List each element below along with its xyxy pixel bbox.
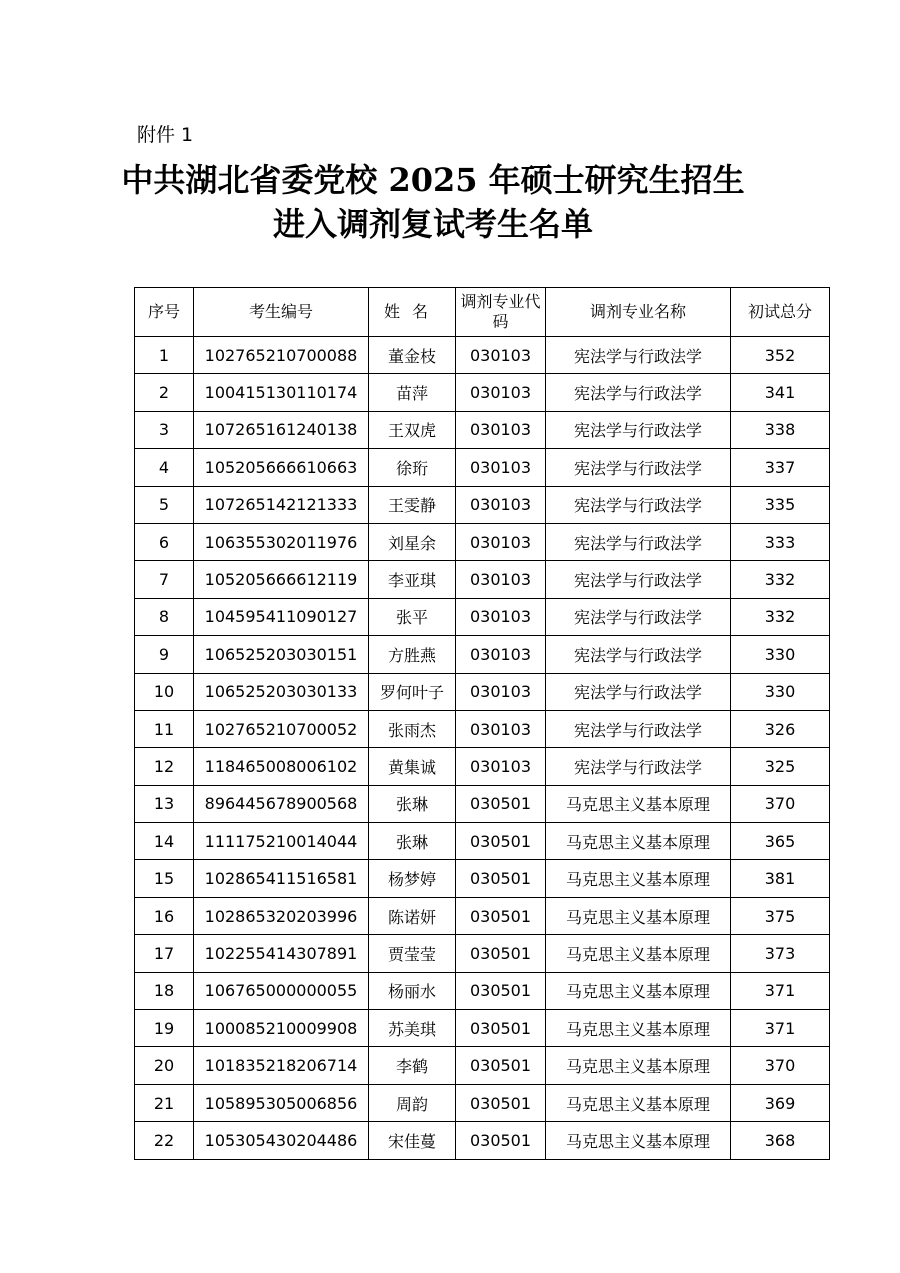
- cell-major-code: 030103: [456, 374, 546, 411]
- table-row: [135, 1084, 830, 1121]
- cell-name: 周韵: [369, 1084, 456, 1121]
- cell-seq: 14: [135, 823, 194, 860]
- cell-name: 黄集诚: [369, 748, 456, 785]
- cell-major-code: 030103: [456, 748, 546, 785]
- cell-name: 杨梦婷: [369, 860, 456, 897]
- cell-major-code: 030103: [456, 337, 546, 374]
- cell-major-code: 030103: [456, 523, 546, 560]
- cell-major-name: 马克思主义基本原理: [546, 935, 731, 972]
- cell-major-code: 030103: [456, 449, 546, 486]
- header-name: 姓名: [369, 288, 456, 337]
- cell-score: 337: [731, 449, 830, 486]
- table-row: [135, 486, 830, 523]
- cell-name: 贾莹莹: [369, 935, 456, 972]
- cell-name: 张琳: [369, 823, 456, 860]
- table-row: [135, 748, 830, 785]
- cell-name: 方胜燕: [369, 636, 456, 673]
- table-row: [135, 860, 830, 897]
- cell-name: 王双虎: [369, 411, 456, 448]
- cell-seq: 10: [135, 673, 194, 710]
- cell-score: 330: [731, 673, 830, 710]
- cell-seq: 1: [135, 337, 194, 374]
- table-row: [135, 935, 830, 972]
- cell-candidate-id: 101835218206714: [194, 1047, 369, 1084]
- cell-score: 369: [731, 1084, 830, 1121]
- cell-score: 330: [731, 636, 830, 673]
- cell-candidate-id: 106525203030151: [194, 636, 369, 673]
- cell-major-code: 030103: [456, 636, 546, 673]
- cell-name: 苗萍: [369, 374, 456, 411]
- cell-name: 陈诺妍: [369, 897, 456, 934]
- cell-name: 杨丽水: [369, 972, 456, 1009]
- header-score: 初试总分: [731, 288, 830, 337]
- cell-score: 371: [731, 972, 830, 1009]
- cell-seq: 16: [135, 897, 194, 934]
- cell-candidate-id: 102865320203996: [194, 897, 369, 934]
- cell-major-name: 宪法学与行政法学: [546, 449, 731, 486]
- cell-seq: 17: [135, 935, 194, 972]
- cell-major-code: 030501: [456, 1122, 546, 1159]
- table-header-row: [135, 288, 830, 337]
- cell-score: 325: [731, 748, 830, 785]
- cell-candidate-id: 111175210014044: [194, 823, 369, 860]
- cell-major-name: 马克思主义基本原理: [546, 1047, 731, 1084]
- cell-name: 张雨杰: [369, 710, 456, 747]
- cell-candidate-id: 104595411090127: [194, 598, 369, 635]
- cell-name: 徐珩: [369, 449, 456, 486]
- cell-score: 365: [731, 823, 830, 860]
- cell-name: 李亚琪: [369, 561, 456, 598]
- cell-score: 373: [731, 935, 830, 972]
- cell-major-name: 宪法学与行政法学: [546, 748, 731, 785]
- candidate-table: [134, 287, 830, 1160]
- cell-major-name: 马克思主义基本原理: [546, 972, 731, 1009]
- cell-score: 332: [731, 561, 830, 598]
- cell-major-code: 030501: [456, 823, 546, 860]
- cell-candidate-id: 105305430204486: [194, 1122, 369, 1159]
- table-row: [135, 785, 830, 822]
- cell-candidate-id: 118465008006102: [194, 748, 369, 785]
- cell-score: 335: [731, 486, 830, 523]
- cell-seq: 4: [135, 449, 194, 486]
- cell-major-name: 马克思主义基本原理: [546, 897, 731, 934]
- cell-major-code: 030501: [456, 860, 546, 897]
- cell-name: 张平: [369, 598, 456, 635]
- cell-major-name: 宪法学与行政法学: [546, 636, 731, 673]
- cell-seq: 21: [135, 1084, 194, 1121]
- cell-seq: 22: [135, 1122, 194, 1159]
- table-row: [135, 523, 830, 560]
- cell-major-code: 030501: [456, 935, 546, 972]
- header-seq: 序号: [135, 288, 194, 337]
- cell-seq: 2: [135, 374, 194, 411]
- cell-seq: 13: [135, 785, 194, 822]
- table-row: [135, 561, 830, 598]
- cell-candidate-id: 106765000000055: [194, 972, 369, 1009]
- cell-candidate-id: 106355302011976: [194, 523, 369, 560]
- cell-score: 326: [731, 710, 830, 747]
- cell-name: 苏美琪: [369, 1010, 456, 1047]
- cell-major-code: 030501: [456, 1010, 546, 1047]
- cell-candidate-id: 105205666610663: [194, 449, 369, 486]
- cell-major-name: 宪法学与行政法学: [546, 598, 731, 635]
- table-row: [135, 337, 830, 374]
- cell-seq: 7: [135, 561, 194, 598]
- cell-name: 罗何叶子: [369, 673, 456, 710]
- table-row: [135, 374, 830, 411]
- cell-score: 341: [731, 374, 830, 411]
- cell-score: 371: [731, 1010, 830, 1047]
- cell-seq: 20: [135, 1047, 194, 1084]
- cell-candidate-id: 102865411516581: [194, 860, 369, 897]
- cell-seq: 15: [135, 860, 194, 897]
- cell-candidate-id: 107265161240138: [194, 411, 369, 448]
- cell-score: 332: [731, 598, 830, 635]
- cell-candidate-id: 100415130110174: [194, 374, 369, 411]
- attachment-label: 附件 1: [137, 124, 194, 146]
- cell-seq: 6: [135, 523, 194, 560]
- cell-score: 338: [731, 411, 830, 448]
- cell-major-name: 马克思主义基本原理: [546, 860, 731, 897]
- cell-seq: 8: [135, 598, 194, 635]
- cell-major-code: 030501: [456, 972, 546, 1009]
- table-row: [135, 411, 830, 448]
- cell-major-name: 马克思主义基本原理: [546, 785, 731, 822]
- table-body: [135, 337, 830, 1160]
- cell-candidate-id: 102255414307891: [194, 935, 369, 972]
- cell-seq: 12: [135, 748, 194, 785]
- cell-seq: 3: [135, 411, 194, 448]
- cell-candidate-id: 106525203030133: [194, 673, 369, 710]
- cell-seq: 19: [135, 1010, 194, 1047]
- cell-score: 375: [731, 897, 830, 934]
- cell-score: 352: [731, 337, 830, 374]
- table-row: [135, 673, 830, 710]
- cell-major-name: 马克思主义基本原理: [546, 1084, 731, 1121]
- cell-major-name: 宪法学与行政法学: [546, 673, 731, 710]
- cell-candidate-id: 105895305006856: [194, 1084, 369, 1121]
- cell-major-name: 宪法学与行政法学: [546, 411, 731, 448]
- cell-major-name: 宪法学与行政法学: [546, 561, 731, 598]
- document-title-line-2: 进入调剂复试考生名单: [272, 205, 593, 243]
- cell-name: 王雯静: [369, 486, 456, 523]
- cell-major-name: 宪法学与行政法学: [546, 374, 731, 411]
- cell-seq: 5: [135, 486, 194, 523]
- cell-candidate-id: 105205666612119: [194, 561, 369, 598]
- cell-major-name: 宪法学与行政法学: [546, 337, 731, 374]
- cell-major-code: 030103: [456, 561, 546, 598]
- table-row: [135, 449, 830, 486]
- cell-score: 368: [731, 1122, 830, 1159]
- header-major-code: 调剂专业代码: [456, 288, 546, 337]
- header-candidate-id: 考生编号: [194, 288, 369, 337]
- cell-major-code: 030103: [456, 598, 546, 635]
- cell-candidate-id: 896445678900568: [194, 785, 369, 822]
- cell-major-name: 马克思主义基本原理: [546, 823, 731, 860]
- cell-seq: 9: [135, 636, 194, 673]
- cell-name: 董金枝: [369, 337, 456, 374]
- table-row: [135, 636, 830, 673]
- cell-name: 李鹤: [369, 1047, 456, 1084]
- table-row: [135, 972, 830, 1009]
- cell-score: 370: [731, 785, 830, 822]
- cell-score: 370: [731, 1047, 830, 1084]
- header-major-name: 调剂专业名称: [546, 288, 731, 337]
- cell-seq: 11: [135, 710, 194, 747]
- cell-candidate-id: 107265142121333: [194, 486, 369, 523]
- cell-major-code: 030103: [456, 710, 546, 747]
- cell-major-name: 宪法学与行政法学: [546, 523, 731, 560]
- cell-major-code: 030501: [456, 1047, 546, 1084]
- cell-candidate-id: 102765210700052: [194, 710, 369, 747]
- table-row: [135, 710, 830, 747]
- cell-major-code: 030501: [456, 785, 546, 822]
- table-row: [135, 823, 830, 860]
- cell-major-code: 030103: [456, 411, 546, 448]
- cell-seq: 18: [135, 972, 194, 1009]
- cell-score: 333: [731, 523, 830, 560]
- cell-name: 张琳: [369, 785, 456, 822]
- table-row: [135, 1047, 830, 1084]
- table-row: [135, 598, 830, 635]
- cell-name: 宋佳蔓: [369, 1122, 456, 1159]
- cell-major-name: 马克思主义基本原理: [546, 1122, 731, 1159]
- document-title-line-1: 中共湖北省委党校 2025 年硕士研究生招生: [121, 161, 745, 199]
- cell-major-name: 宪法学与行政法学: [546, 486, 731, 523]
- cell-major-name: 马克思主义基本原理: [546, 1010, 731, 1047]
- table-row: [135, 1122, 830, 1159]
- cell-candidate-id: 102765210700088: [194, 337, 369, 374]
- cell-name: 刘星余: [369, 523, 456, 560]
- table-row: [135, 897, 830, 934]
- cell-major-code: 030103: [456, 673, 546, 710]
- cell-major-code: 030501: [456, 897, 546, 934]
- table-row: [135, 1010, 830, 1047]
- cell-candidate-id: 100085210009908: [194, 1010, 369, 1047]
- cell-major-name: 宪法学与行政法学: [546, 710, 731, 747]
- cell-score: 381: [731, 860, 830, 897]
- cell-major-code: 030103: [456, 486, 546, 523]
- cell-major-code: 030501: [456, 1084, 546, 1121]
